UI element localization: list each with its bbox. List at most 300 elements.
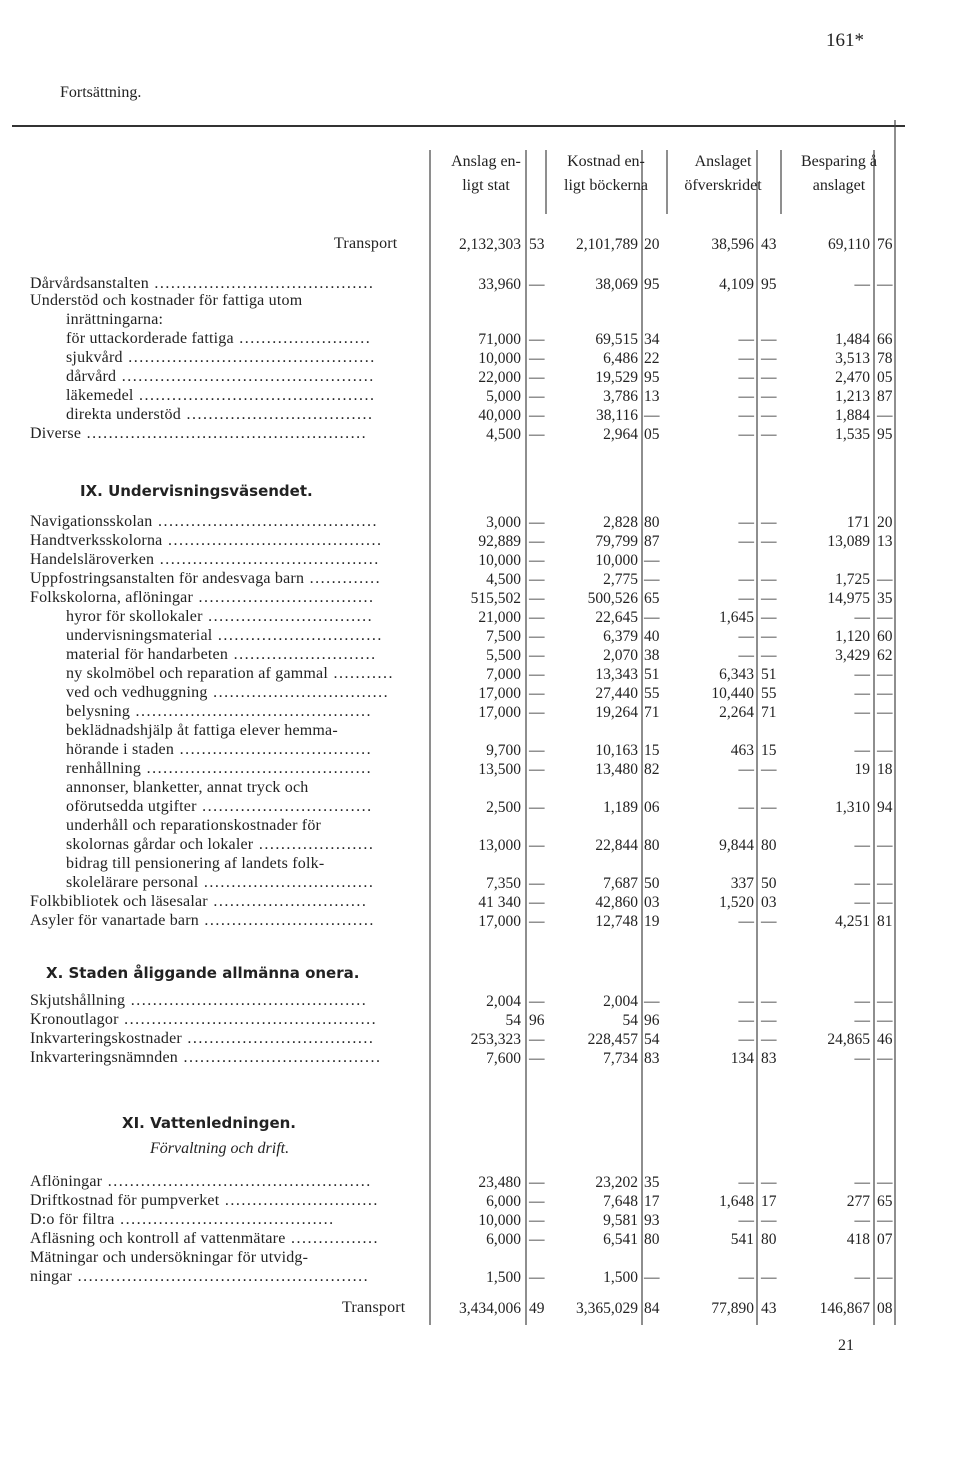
amount-kronor: 10,000 (595, 552, 638, 569)
amount-kronor: — (854, 1174, 870, 1191)
row-label (66, 368, 375, 386)
amount-kronor: 38,596 (711, 236, 754, 253)
dot-leader: .............................................. (116, 368, 375, 385)
amount-ore: — (644, 993, 660, 1010)
amount-kronor: 10,000 (478, 552, 521, 569)
amount-ore: — (877, 1050, 893, 1067)
amount-ore: 71 (644, 704, 660, 721)
row-label (66, 311, 163, 329)
amount-ore: — (529, 875, 545, 892)
amount-ore: 20 (644, 236, 660, 253)
row-label-text: Folkbibliotek och läsesalar (30, 893, 208, 910)
row-label-text: Inkvarteringsnämnden (30, 1049, 178, 1066)
amount-kronor: — (854, 666, 870, 683)
row-label-text: Handelsläroverken (30, 551, 155, 568)
amount-kronor: 13,500 (478, 761, 521, 778)
row-label-text: dårvård (66, 368, 117, 385)
amount-ore: 80 (644, 514, 660, 531)
amount-kronor: 1,725 (835, 571, 870, 588)
amount-kronor: — (854, 837, 870, 854)
amount-ore: 40 (644, 628, 660, 645)
amount-ore: — (644, 552, 660, 569)
row-label-text: direkta understöd (66, 406, 181, 423)
dot-leader: .................................. (181, 1030, 375, 1047)
amount-kronor: 146,867 (819, 1300, 870, 1317)
amount-kronor: 1,120 (835, 628, 870, 645)
amount-kronor: — (738, 1269, 754, 1286)
amount-ore: — (761, 1012, 777, 1029)
amount-kronor: 9,700 (486, 742, 521, 759)
row-label (30, 893, 367, 911)
dot-leader: ......................................... (141, 760, 373, 777)
amount-kronor: — (854, 875, 870, 892)
amount-kronor: 515,502 (470, 590, 521, 607)
amount-kronor: — (738, 350, 754, 367)
amount-kronor: 38,116 (595, 407, 638, 424)
amount-kronor: 27,440 (595, 685, 638, 702)
amount-kronor: 13,480 (595, 761, 638, 778)
row-label-text: läkemedel (66, 387, 134, 404)
amount-ore: 03 (761, 894, 777, 911)
amount-kronor: — (738, 426, 754, 443)
amount-kronor: 3,513 (835, 350, 870, 367)
amount-kronor: — (738, 799, 754, 816)
amount-kronor: 10,163 (595, 742, 638, 759)
row-label-text: sjukvård (66, 349, 123, 366)
amount-kronor: 7,648 (603, 1193, 638, 1210)
row-label (30, 1011, 377, 1029)
amount-kronor: 541 (730, 1231, 754, 1248)
sheet-number: 21 (838, 1337, 854, 1354)
amount-ore: 20 (877, 514, 893, 531)
amount-ore: 78 (877, 350, 893, 367)
dot-leader: ........................................... (130, 703, 373, 720)
amount-kronor: 17,000 (478, 704, 521, 721)
row-label (334, 235, 397, 253)
row-label (30, 1173, 372, 1191)
amount-ore: 15 (644, 742, 660, 759)
dot-leader: .............................. (202, 608, 374, 625)
page-number: 161* (826, 30, 864, 51)
amount-ore: 83 (761, 1050, 777, 1067)
amount-ore: — (761, 1174, 777, 1191)
dot-leader: ................................... (174, 741, 373, 758)
amount-ore: 96 (529, 1012, 545, 1029)
amount-kronor: 1,535 (835, 426, 870, 443)
row-label (66, 836, 374, 854)
row-label-text: belysning (66, 703, 131, 720)
amount-ore: 87 (877, 388, 893, 405)
row-label-text: Handtverksskolorna (30, 532, 163, 549)
amount-ore: — (761, 407, 777, 424)
amount-ore: — (529, 742, 545, 759)
amount-kronor: 7,350 (486, 875, 521, 892)
amount-ore: 80 (761, 1231, 777, 1248)
amount-kronor: 12,748 (595, 913, 638, 930)
amount-kronor: 19 (854, 761, 870, 778)
row-label-text: Aflöningar (30, 1173, 103, 1190)
amount-kronor: 6,000 (486, 1193, 521, 1210)
amount-ore: 22 (644, 350, 660, 367)
amount-ore: 55 (644, 685, 660, 702)
amount-ore: 95 (644, 276, 660, 293)
amount-kronor: 69,110 (827, 236, 870, 253)
amount-kronor: 2,004 (486, 993, 521, 1010)
amount-ore: 08 (877, 1300, 893, 1317)
amount-kronor: 2,070 (603, 647, 638, 664)
amount-ore: — (529, 799, 545, 816)
column-header-line: ligt stat (462, 177, 510, 194)
amount-ore: — (761, 533, 777, 550)
amount-kronor: 1,484 (835, 331, 870, 348)
row-label (30, 551, 380, 569)
amount-ore: — (761, 331, 777, 348)
dot-leader: ................ (285, 1230, 380, 1247)
amount-ore: — (877, 276, 893, 293)
amount-kronor: — (738, 993, 754, 1010)
amount-ore: 62 (877, 647, 893, 664)
amount-kronor: 1,645 (719, 609, 754, 626)
amount-ore: — (529, 514, 545, 531)
amount-ore: 65 (644, 590, 660, 607)
row-label (30, 1268, 369, 1286)
amount-ore: — (761, 993, 777, 1010)
column-header (546, 150, 666, 198)
row-label (66, 406, 373, 424)
row-label-text: bidrag till pensionering af landets folk- (66, 855, 325, 872)
amount-ore: 49 (529, 1300, 545, 1317)
amount-kronor: 40,000 (478, 407, 521, 424)
amount-kronor: 54 (505, 1012, 521, 1029)
amount-ore: 84 (644, 1300, 660, 1317)
amount-kronor: 7,600 (486, 1050, 521, 1067)
amount-kronor: 33,960 (478, 276, 521, 293)
amount-kronor: 4,500 (486, 426, 521, 443)
amount-ore: — (529, 647, 545, 664)
amount-ore: — (761, 609, 777, 626)
amount-kronor: — (738, 533, 754, 550)
amount-kronor: 228,457 (587, 1031, 638, 1048)
dot-leader: .................................... (177, 1049, 382, 1066)
row-label (30, 1211, 335, 1229)
amount-kronor: 3,434,006 (459, 1300, 521, 1317)
amount-ore: 60 (877, 628, 893, 645)
amount-ore: — (529, 913, 545, 930)
dot-leader: ........... (328, 665, 394, 682)
amount-ore: 17 (644, 1193, 660, 1210)
row-label (66, 646, 377, 664)
row-label (342, 1299, 405, 1317)
amount-kronor: 6,000 (486, 1231, 521, 1248)
amount-kronor: 7,000 (486, 666, 521, 683)
amount-ore: 53 (529, 236, 545, 253)
amount-kronor: 134 (730, 1050, 754, 1067)
amount-ore: — (761, 590, 777, 607)
row-label (30, 292, 302, 310)
row-label (30, 570, 381, 588)
dot-leader: ............. (304, 570, 382, 587)
amount-ore: — (529, 685, 545, 702)
amount-ore: 51 (644, 666, 660, 683)
amount-kronor: 9,581 (603, 1212, 638, 1229)
amount-kronor: 6,379 (603, 628, 638, 645)
dot-leader: ........................................... (133, 387, 376, 404)
amount-ore: 05 (644, 426, 660, 443)
amount-kronor: 1,520 (719, 894, 754, 911)
amount-ore: 46 (877, 1031, 893, 1048)
row-label (66, 665, 394, 683)
amount-ore: — (529, 533, 545, 550)
row-label-text: underhåll och reparationskostnader för (66, 817, 322, 834)
amount-kronor: 3,000 (486, 514, 521, 531)
amount-kronor: — (854, 1012, 870, 1029)
amount-ore: 66 (877, 331, 893, 348)
amount-ore: — (529, 1212, 545, 1229)
amount-kronor: 1,500 (486, 1269, 521, 1286)
amount-kronor: — (854, 894, 870, 911)
amount-ore: 43 (761, 1300, 777, 1317)
column-header-line: ligt böckerna (564, 177, 648, 194)
row-label (66, 760, 372, 778)
amount-ore: 43 (761, 236, 777, 253)
amount-kronor: — (738, 331, 754, 348)
amount-ore: 54 (644, 1031, 660, 1048)
amount-kronor: 2,004 (603, 993, 638, 1010)
amount-ore: — (529, 369, 545, 386)
amount-kronor: 17,000 (478, 913, 521, 930)
amount-ore: — (529, 837, 545, 854)
amount-kronor: 6,343 (719, 666, 754, 683)
amount-kronor: 500,526 (587, 590, 638, 607)
row-label-text: Skjutshållning (30, 992, 126, 1009)
amount-kronor: 2,470 (835, 369, 870, 386)
row-label (30, 589, 375, 607)
row-label-text: Diverse (30, 425, 82, 442)
amount-kronor: 23,480 (478, 1174, 521, 1191)
amount-kronor: 5,000 (486, 388, 521, 405)
amount-ore: — (877, 609, 893, 626)
amount-kronor: — (738, 590, 754, 607)
amount-kronor: 1,310 (835, 799, 870, 816)
row-label (30, 1192, 379, 1210)
amount-kronor: — (738, 571, 754, 588)
amount-kronor: — (854, 685, 870, 702)
row-label (66, 817, 321, 835)
amount-ore: — (529, 1174, 545, 1191)
dot-leader: ............................ (207, 893, 368, 910)
amount-ore: 35 (877, 590, 893, 607)
amount-ore: 83 (644, 1050, 660, 1067)
row-label-text: undervisningsmaterial (66, 627, 213, 644)
amount-ore: 06 (644, 799, 660, 816)
row-label-text: Driftkostnad för pumpverket (30, 1192, 220, 1209)
row-label-text: Transport (342, 1299, 406, 1316)
amount-ore: — (529, 609, 545, 626)
row-label-text: Understöd och kostnader för fattiga utom (30, 292, 303, 309)
row-label (66, 330, 371, 348)
amount-kronor: 92,889 (478, 533, 521, 550)
row-label-text: Dårvårdsanstalten (30, 275, 149, 292)
amount-ore: — (877, 1212, 893, 1229)
row-label-text: hyror för skollokaler (66, 608, 203, 625)
amount-kronor: 2,775 (603, 571, 638, 588)
amount-ore: 65 (877, 1193, 893, 1210)
amount-ore: — (877, 742, 893, 759)
dot-leader: .......................... (228, 646, 377, 663)
dot-leader: .............................. (212, 627, 383, 644)
amount-kronor: — (738, 1174, 754, 1191)
amount-kronor: 79,799 (595, 533, 638, 550)
amount-kronor: 54 (622, 1012, 638, 1029)
amount-ore: — (529, 407, 545, 424)
row-label (66, 349, 376, 367)
dot-leader: ............................... (198, 874, 375, 891)
amount-ore: — (644, 407, 660, 424)
section-title-x: X. Staden åliggande allmänna onera. (46, 964, 360, 982)
row-label-text: Kronoutlagor (30, 1011, 119, 1028)
amount-ore: — (761, 799, 777, 816)
amount-ore: 50 (761, 875, 777, 892)
amount-kronor: 22,844 (595, 837, 638, 854)
amount-kronor: 171 (846, 514, 870, 531)
row-label (66, 627, 383, 645)
amount-ore: — (877, 837, 893, 854)
row-label (30, 513, 378, 531)
row-label-text: hörande i staden (66, 741, 175, 758)
amount-ore: 19 (644, 913, 660, 930)
dot-leader: ........................ (233, 330, 372, 347)
amount-kronor: — (738, 1212, 754, 1229)
row-label-text: ny skolmöbel och reparation af gammal (66, 665, 328, 682)
amount-kronor: 1,648 (719, 1193, 754, 1210)
amount-kronor: — (738, 407, 754, 424)
row-label-text: oförutsedda utgifter (66, 798, 197, 815)
row-label-text: renhållning (66, 760, 142, 777)
amount-kronor: — (738, 514, 754, 531)
dot-leader: .............................................. (118, 1011, 378, 1028)
amount-ore: — (761, 1212, 777, 1229)
amount-ore: — (877, 1012, 893, 1029)
column-header-line: Anslaget (694, 153, 752, 170)
amount-kronor: — (854, 1269, 870, 1286)
amount-ore: 80 (761, 837, 777, 854)
row-label (30, 1249, 308, 1267)
row-label-text: Asyler för vanartade barn (30, 912, 199, 929)
row-label-text: beklädnadshjälp åt fattiga elever hemma- (66, 722, 338, 739)
amount-ore: — (529, 1193, 545, 1210)
row-label-text: för uttackorderade fattiga (66, 330, 234, 347)
amount-kronor: 1,500 (603, 1269, 638, 1286)
amount-ore: 95 (761, 276, 777, 293)
amount-ore: 55 (761, 685, 777, 702)
amount-kronor: 2,132,303 (459, 236, 521, 253)
amount-kronor: — (738, 388, 754, 405)
column-header (426, 150, 546, 198)
row-label (66, 874, 374, 892)
amount-kronor: 42,860 (595, 894, 638, 911)
amount-kronor: — (854, 742, 870, 759)
amount-ore: — (877, 993, 893, 1010)
continued-heading: Fortsättning. (60, 84, 142, 101)
amount-kronor: — (854, 1212, 870, 1229)
row-label-text: ved och vedhuggning (66, 684, 208, 701)
amount-ore: — (761, 761, 777, 778)
amount-ore: — (761, 514, 777, 531)
amount-kronor: 38,069 (595, 276, 638, 293)
amount-ore: — (761, 628, 777, 645)
dot-leader: ............................ (219, 1192, 379, 1209)
amount-kronor: 5,500 (486, 647, 521, 664)
amount-ore: — (529, 388, 545, 405)
dot-leader: ................................ (193, 589, 375, 606)
amount-kronor: — (854, 993, 870, 1010)
amount-kronor: — (738, 761, 754, 778)
amount-kronor: — (854, 704, 870, 721)
amount-kronor: 6,486 (603, 350, 638, 367)
amount-kronor: 41 340 (478, 894, 521, 911)
amount-kronor: 1,189 (603, 799, 638, 816)
dot-leader: ................................ (207, 684, 390, 701)
amount-ore: 51 (761, 666, 777, 683)
row-label (66, 722, 338, 740)
amount-ore: 38 (644, 647, 660, 664)
amount-ore: 13 (644, 388, 660, 405)
amount-kronor: 69,515 (595, 331, 638, 348)
amount-kronor: 17,000 (478, 685, 521, 702)
row-label (66, 703, 372, 721)
amount-kronor: 4,251 (835, 913, 870, 930)
amount-ore: — (761, 1031, 777, 1048)
amount-ore: 76 (877, 236, 893, 253)
column-header (779, 150, 899, 198)
amount-ore: 82 (644, 761, 660, 778)
dot-leader: ................................................ (102, 1173, 372, 1190)
amount-ore: — (877, 407, 893, 424)
amount-kronor: 23,202 (595, 1174, 638, 1191)
amount-kronor: — (738, 1031, 754, 1048)
amount-ore: 34 (644, 331, 660, 348)
amount-kronor: 7,500 (486, 628, 521, 645)
amount-kronor: 6,541 (603, 1231, 638, 1248)
amount-kronor: 19,529 (595, 369, 638, 386)
row-label (30, 912, 375, 930)
amount-kronor: 418 (846, 1231, 870, 1248)
row-label-text: Folkskolorna, aflöningar (30, 589, 193, 606)
row-label (66, 684, 389, 702)
section-subtitle-xi: Förvaltning och drift. (150, 1140, 290, 1157)
amount-ore: — (529, 590, 545, 607)
amount-kronor: 77,890 (711, 1300, 754, 1317)
amount-ore: — (644, 609, 660, 626)
amount-ore: — (761, 647, 777, 664)
row-label-text: Afläsning och kontroll af vattenmätare (30, 1230, 286, 1247)
dot-leader: ..................... (253, 836, 375, 853)
row-label (66, 779, 308, 797)
amount-kronor: 277 (846, 1193, 870, 1210)
amount-ore: — (877, 894, 893, 911)
dot-leader: ........................................ (148, 275, 375, 292)
amount-ore: — (529, 1231, 545, 1248)
amount-ore: — (529, 666, 545, 683)
amount-kronor: 10,000 (478, 1212, 521, 1229)
amount-kronor: 10,000 (478, 350, 521, 367)
dot-leader: ....................................... (114, 1211, 335, 1228)
amount-kronor: 13,343 (595, 666, 638, 683)
amount-kronor: 2,500 (486, 799, 521, 816)
dot-leader: ........................................... (125, 992, 368, 1009)
amount-ore: 07 (877, 1231, 893, 1248)
amount-kronor: — (738, 647, 754, 664)
